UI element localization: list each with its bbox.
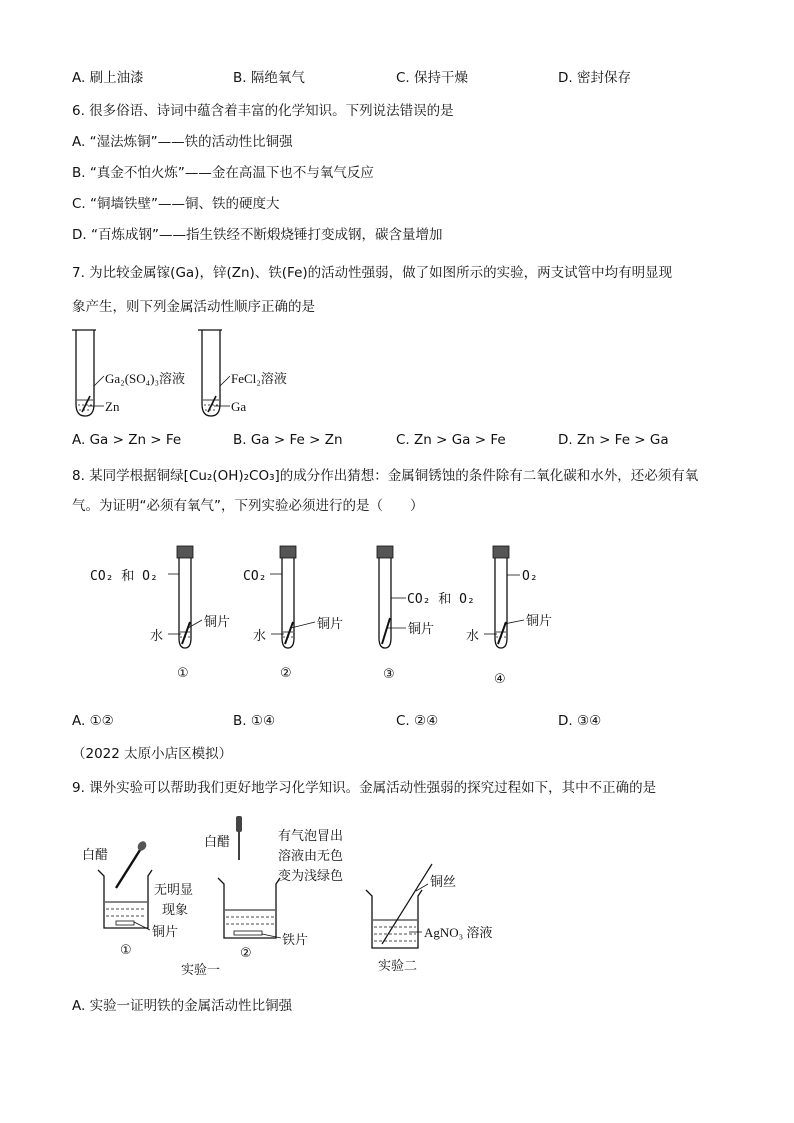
q7-stem-line1: 7. 为比较金属镓(Ga)，锌(Zn)、铁(Fe)的活动性强弱，做了如图所示的实验，两支试管中均有明显现 [72,265,673,281]
q8-tube2-metal-label: 铜片 [317,617,344,632]
q8-tube3-metal-label: 铜片 [408,622,435,637]
q9-experiment-1-label: 实验一 [181,963,221,978]
q9-metal-label-2: 铁片 [282,933,309,948]
q8-tube3-gas-label: CO₂ 和 O₂ [407,592,475,607]
q7-stem-line2: 象产生，则下列金属活动性顺序正确的是 [72,299,315,315]
q8-tube-2 [270,546,315,648]
q8-tube2-gas-label: CO₂ [243,569,267,584]
q9-number-1: ① [120,943,132,958]
q8-tube1-metal-label: 铜片 [204,615,231,630]
q5-option-a: A. 刷上油漆 [72,70,144,86]
q8-option-b: B. ①④ [233,713,276,729]
q8-tube1-gas-label: CO₂ 和 O₂ [90,569,158,584]
q9-option-a: A. 实验一证明铁的金属活动性比铜强 [72,998,293,1014]
q8-tube-1 [168,546,202,648]
q9-solution-label: AgNO₃ 溶液 [424,925,493,940]
q9-observation-2-line1: 有气泡冒出 [278,829,344,844]
q9-beaker-3 [366,864,432,948]
q9-vinegar-label-1: 白醋 [82,848,109,863]
q7-tube-2 [198,330,230,416]
q9-metal-label-1: 铜片 [152,925,179,940]
q8-tube4-metal-label: 铜片 [526,614,553,629]
q8-tube4-gas-label: O₂ [522,569,538,584]
q8-option-d: D. ③④ [558,713,602,729]
q8-tube2-water-label: 水 [253,629,267,644]
q6-stem: 6. 很多俗语、诗词中蕴含着丰富的化学知识。下列说法错误的是 [72,103,454,119]
q9-wire-label: 铜丝 [430,875,457,890]
q7-option-b: B. Ga > Fe > Zn [233,432,343,448]
q9-observation-2-line3: 变为浅绿色 [278,869,344,884]
q8-option-a: A. ①② [72,713,114,729]
q5-option-b: B. 隔绝氧气 [233,70,305,86]
q8-tube3-number: ③ [383,667,395,682]
q8-tube-4 [484,546,524,648]
q6-option-d: D. “百炼成钢”——指生铁经不断煅烧锤打变成钢，碳含量增加 [72,227,443,243]
q7-tube-1 [72,330,104,416]
q7-test-tube-figure [70,326,330,426]
q6-option-a: A. “湿法炼铜”——铁的活动性比铜强 [72,134,293,150]
q7-tube1-metal-label: Zn [105,399,120,414]
q7-tube2-metal-label: Ga [231,399,247,414]
q7-option-a: A. Ga > Zn > Fe [72,432,182,448]
q9-number-2: ② [240,946,252,961]
q6-option-c: C. “铜墙铁壁”——铜、铁的硬度大 [72,196,280,212]
source-note: （2022 太原小店区模拟） [72,746,233,762]
q8-stem-line2: 气。为证明“必须有氧气”，下列实验必须进行的是（ ） [72,498,424,514]
q5-option-c: C. 保持干燥 [396,70,469,86]
q8-tube1-number: ① [177,666,189,681]
q9-observation-2-line2: 溶液由无色 [278,849,344,864]
q8-tube4-number: ④ [494,672,506,687]
q9-beaker-figure [76,808,516,988]
q9-experiment-2-label: 实验二 [378,959,418,974]
q5-option-d: D. 密封保存 [558,70,631,86]
q9-observation-1-line2: 现象 [162,903,189,918]
q9-vinegar-label-2: 白醋 [204,835,231,850]
q7-option-c: C. Zn > Ga > Fe [396,432,506,448]
q9-observation-1-line1: 无明显 [154,883,194,898]
q7-tube1-solution-label: Ga₂(SO₄)₃溶液 [105,371,186,386]
q8-test-tube-figure [80,540,570,690]
q8-option-c: C. ②④ [396,713,439,729]
q6-option-b: B. “真金不怕火炼”——金在高温下也不与氧气反应 [72,165,374,181]
q7-option-d: D. Zn > Fe > Ga [558,432,669,448]
q8-tube-3 [377,546,406,648]
q8-stem-line1: 8. 某同学根据铜绿[Cu₂(OH)₂CO₃]的成分作出猜想：金属铜锈蚀的条件除有二氧化碳和水外，还必须有氧 [72,468,699,484]
q8-tube2-number: ② [280,666,292,681]
q9-stem: 9. 课外实验可以帮助我们更好地学习化学知识。金属活动性强弱的探究过程如下，其中不正确的是 [72,780,657,796]
q7-tube2-solution-label: FeCl₂溶液 [231,371,287,386]
q8-tube4-water-label: 水 [466,629,480,644]
q8-tube1-water-label: 水 [150,629,164,644]
